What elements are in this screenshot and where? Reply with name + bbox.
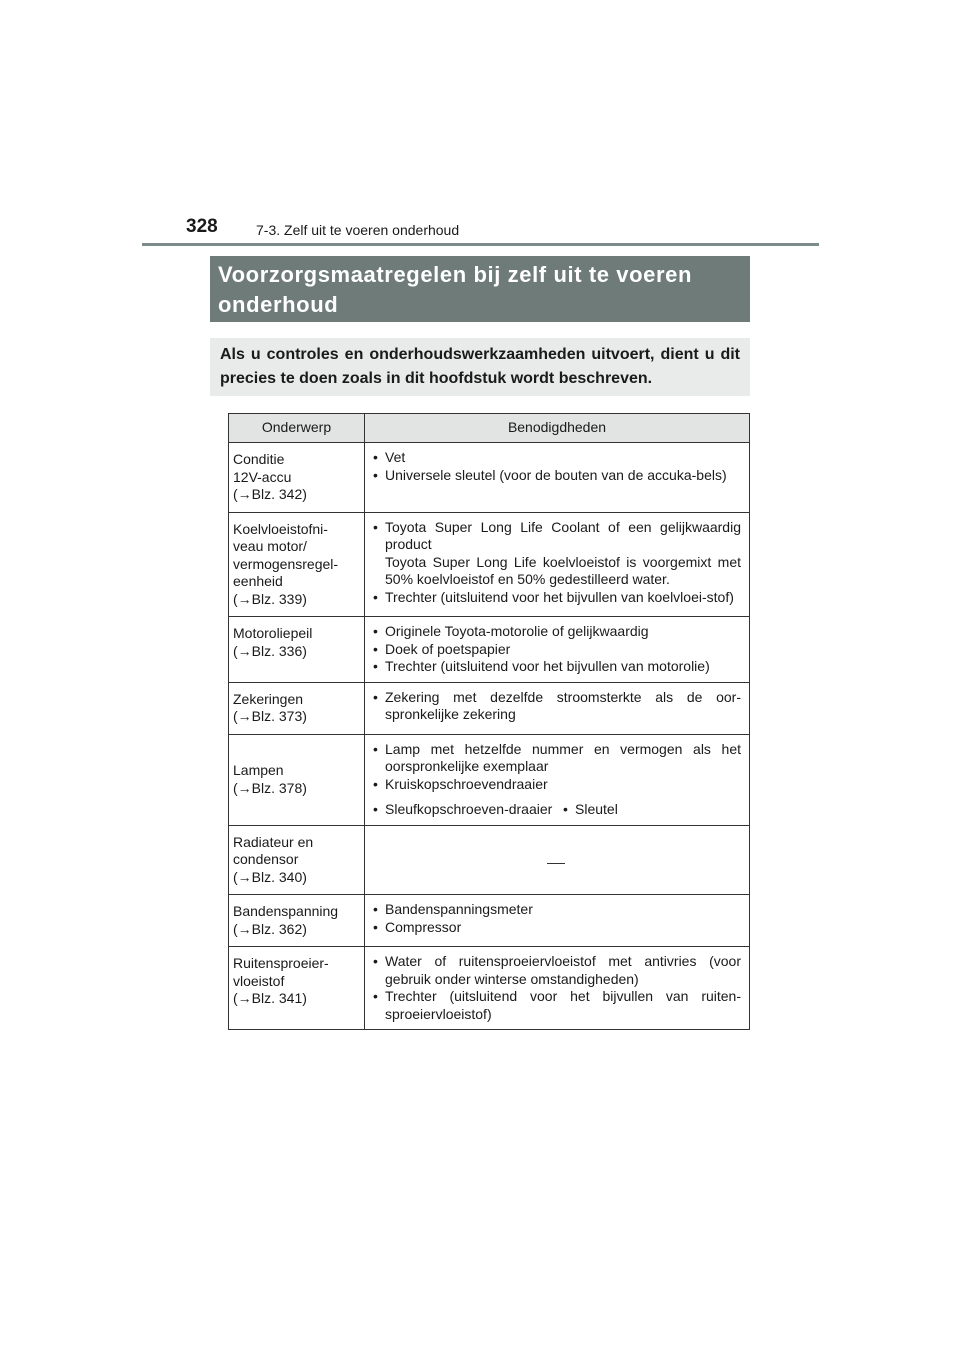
maintenance-table [228,413,750,1030]
supplies-cell [365,443,750,513]
subject-cell [229,825,365,895]
subject-line: Koelvloeistofni- [233,520,328,537]
supplies-cell [365,617,750,683]
list-item: • Trechter (uitsluitend voor het bijvullen van motorolie) [371,658,741,676]
list-item: • Trechter (uitsluitend voor het bijvullen van koelvloei-stof) [371,589,741,607]
subject-line: Zekeringen [233,690,304,707]
supplies-cell [365,682,750,734]
page-reference: (→Blz. 336) [233,642,307,659]
subject-line: Ruitensproeier- [233,955,329,971]
page-reference: (→Blz. 341) [233,990,307,1006]
none-dash [547,863,565,864]
page-reference: (→Blz. 362) [233,920,307,937]
supplies-cell [365,734,750,825]
subject-line: vloeistof [233,972,285,989]
table-row [229,734,750,825]
intro-text: Als u controles en onderhoudswerkzaamheden uitvoert, dient u dit precies te doen zoals in dit hoofdstuk wordt beschreven. [210,338,750,396]
list-item: • Toyota Super Long Life Coolant of een gelijkwaardig product [371,519,741,554]
list-item: • Lamp met hetzelfde nummer en vermogen als het oorspronkelijke exemplaar [371,741,741,776]
list-item: • Originele Toyota-motorolie of gelijkwaardig [371,623,741,641]
table-row [229,947,750,1030]
table-row [229,443,750,513]
page-reference: (→Blz. 373) [233,708,307,724]
subject-line: veau motor/ [233,538,307,554]
list-item: • Vet [371,449,741,467]
list-item: • Water of ruitensproeiervloeistof met antivries (voor gebruik onder winterse omstandigheden) [371,953,741,988]
subject-line: Lampen [233,762,284,778]
subject-line: Conditie [233,451,285,467]
page-reference: (→Blz. 339) [233,590,307,607]
list-item: • Zekering met dezelfde stroomsterkte als de oor-spronkelijke zekering [371,689,741,724]
list-item: • Kruiskopschroevendraaier [371,776,741,794]
subject-cell [229,895,365,947]
page-reference: (→Blz. 340) [233,868,307,885]
list-item: • Trechter (uitsluitend voor het bijvullen van ruiten-sproeiervloeistof) [371,988,741,1023]
list-item: • Sleutel [561,801,741,819]
subject-line: vermogensregel- [233,555,339,572]
table-row [229,682,750,734]
tool-pair [371,801,741,819]
supplies-cell [365,825,750,895]
header-rule [142,243,819,246]
column-header-subject: Onderwerp [229,414,365,443]
list-item: • Bandenspanningsmeter [371,901,741,919]
table-row [229,617,750,683]
table-row [229,895,750,947]
page-title: Voorzorgsmaatregelen bij zelf uit te voeren onderhoud [210,256,750,322]
subject-line: Radiateur en [233,833,314,850]
subject-cell [229,617,365,683]
coolant-note: Toyota Super Long Life koelvloeistof is voorgemixt met 50% koelvloeistof en 50% gedestilleerd water. [385,553,741,587]
subject-line: Motoroliepeil [233,625,313,641]
table-row [229,512,750,617]
subject-cell [229,682,365,734]
list-item: • Doek of poetspapier [371,641,741,659]
table-row [229,825,750,895]
table-header-row [229,414,750,443]
subject-line: Bandenspanning [233,903,339,919]
subject-cell [229,443,365,513]
page-reference: (→Blz. 342) [233,486,307,502]
supplies-cell [365,947,750,1030]
list-item: • Sleufkopschroeven-draaier [371,801,561,819]
supplies-cell [365,895,750,947]
subject-line: condensor [233,851,299,867]
supplies-cell [365,512,750,617]
subject-cell [229,734,365,825]
list-item: • Compressor [371,919,741,937]
list-item: • Universele sleutel (voor de bouten van de accuka-bels) [371,467,741,485]
page-number: 328 [186,216,218,237]
section-label: 7-3. Zelf uit te voeren onderhoud [256,222,460,238]
page-reference: (→Blz. 378) [233,779,307,796]
subject-line: 12V-accu [233,468,292,485]
subject-line: eenheid [233,573,283,589]
subject-cell [229,512,365,617]
column-header-supplies: Benodigdheden [365,414,750,443]
subject-cell [229,947,365,1030]
